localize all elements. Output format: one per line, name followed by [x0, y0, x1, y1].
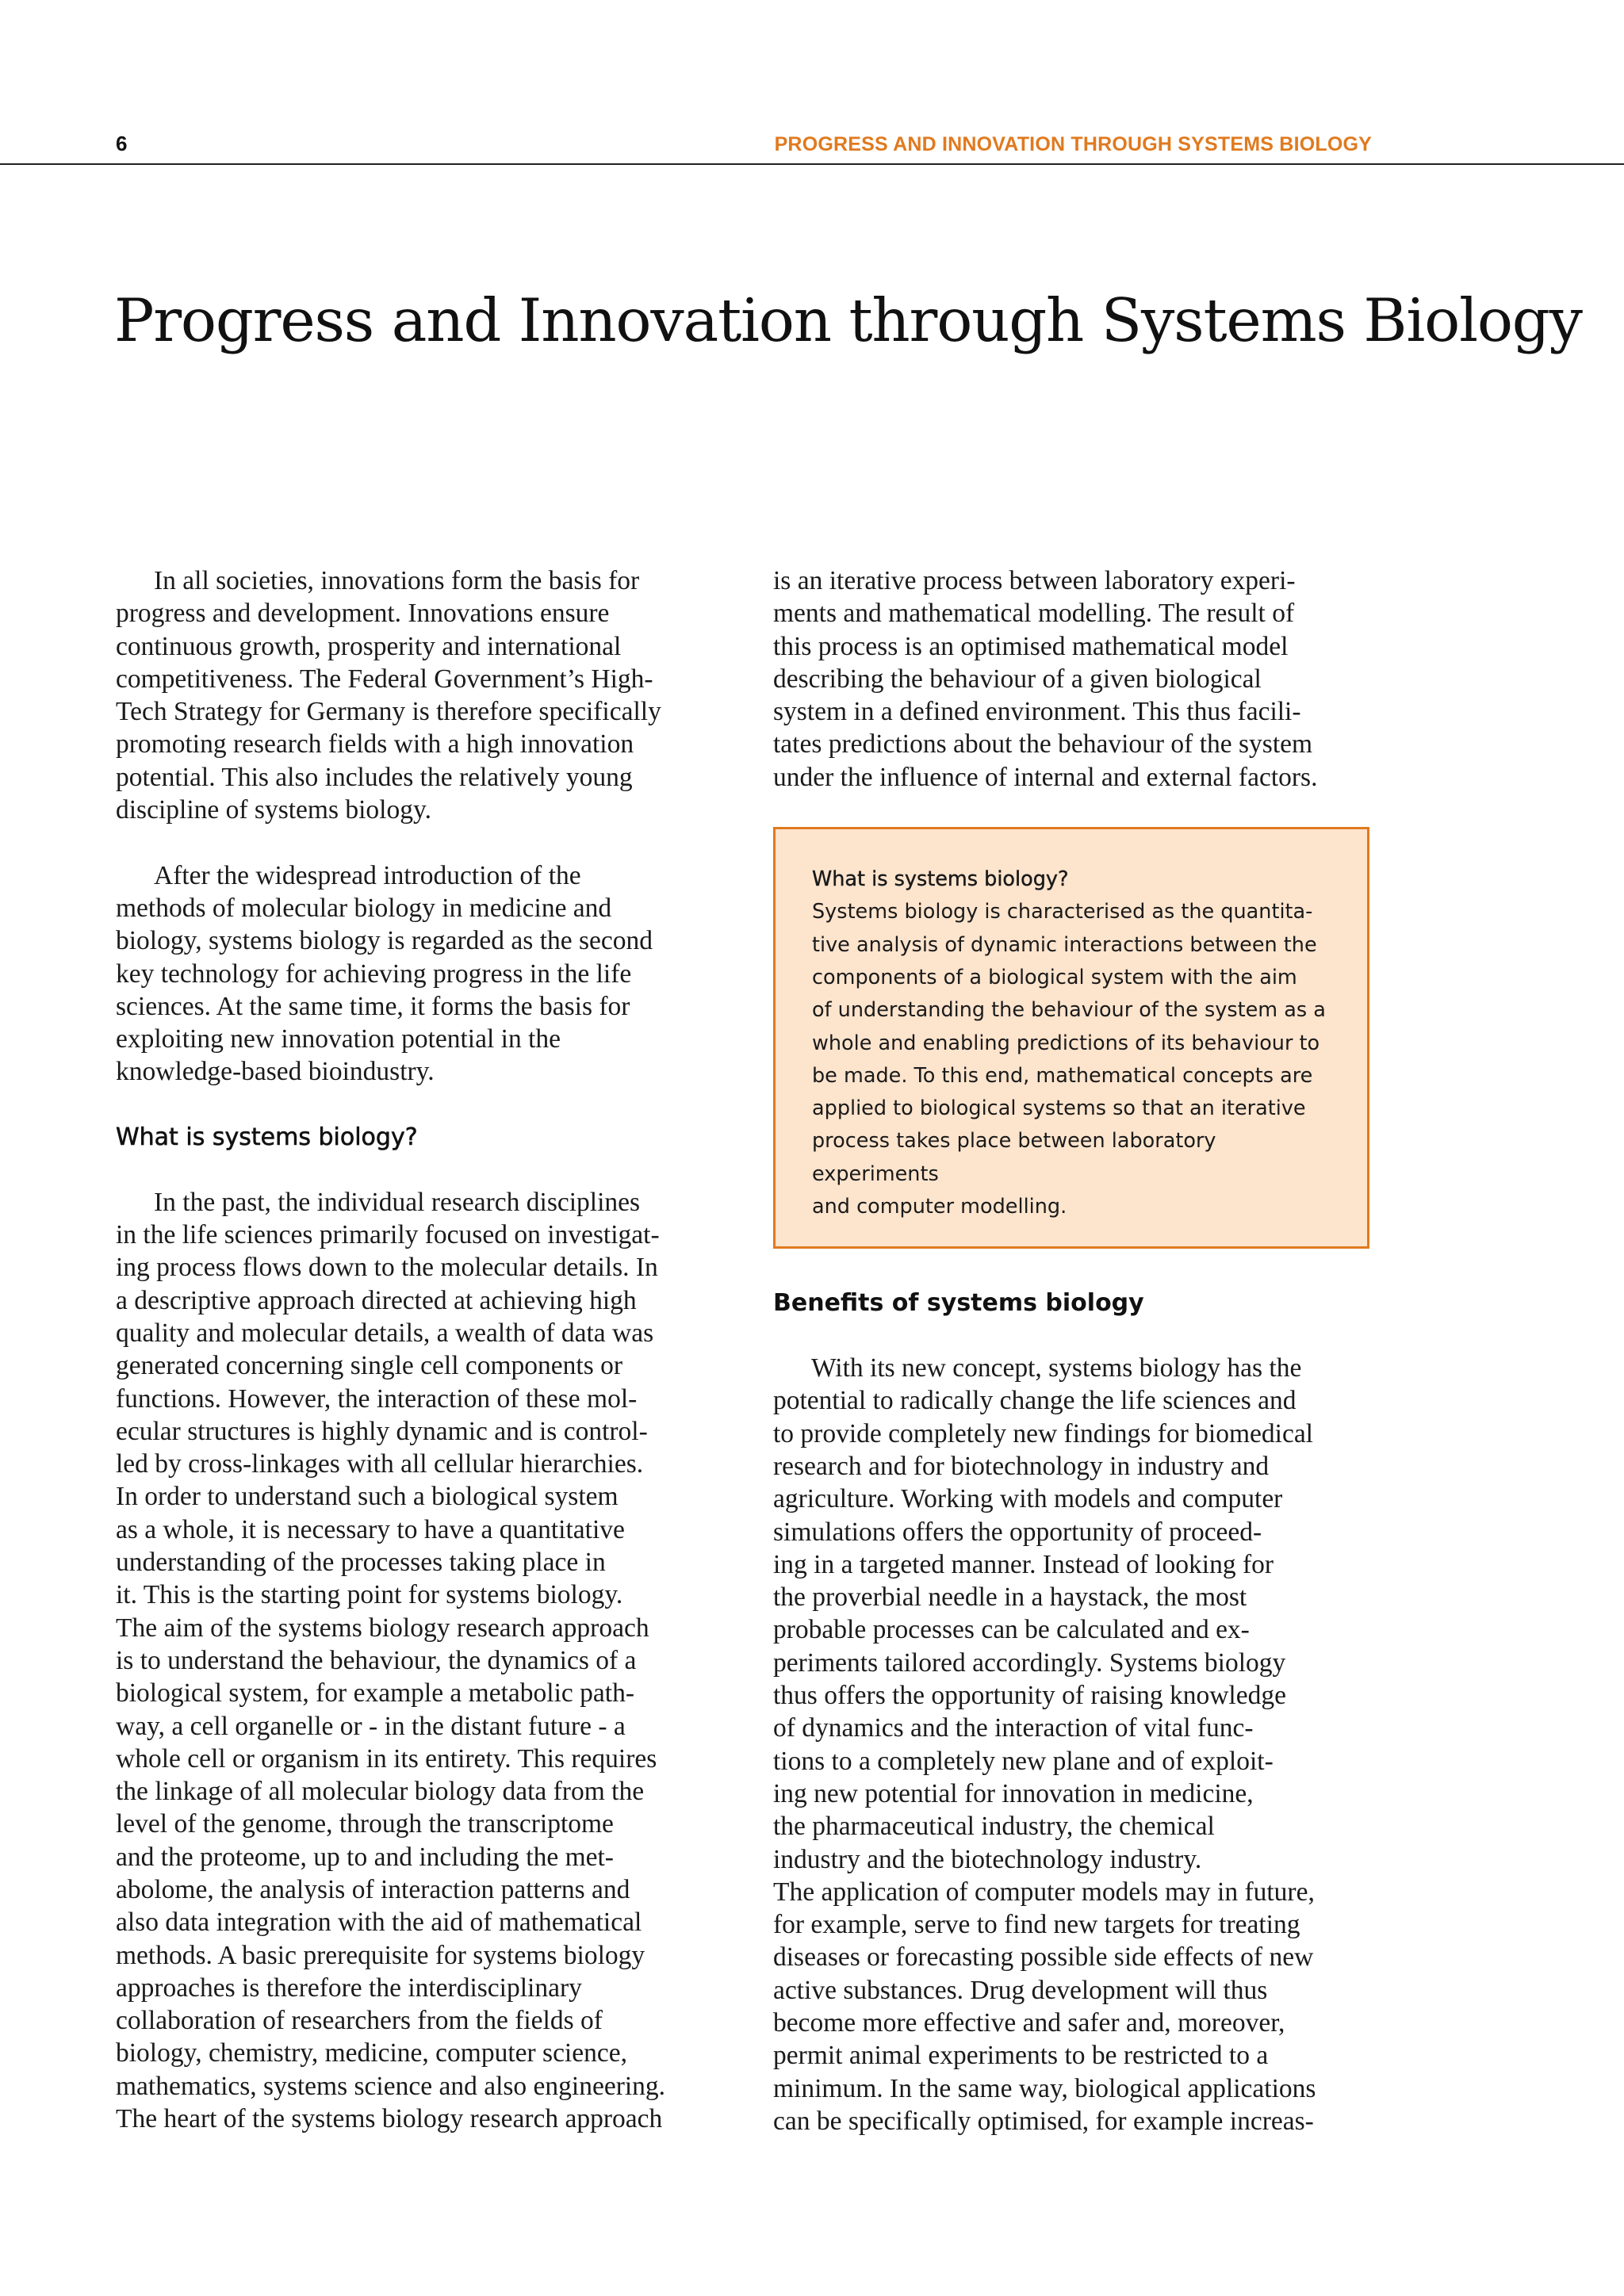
benefits-paragraph: With its new concept, systems biology has the potential to radically change the life sciences and to provide completely new findings for biomedical research and for biotechnology in industry and agriculture. Working with models and computer simulations offers the opportunity of proceed- ing in a targeted manner. Instead of looking for the proverbial needle in a haystack, the most probable processes can be calculated and ex- periments tailored accordingly. Systems biology thus offers the opportunity of raising knowledge of dynamics and the interaction of vital func- tions to a completely new plane and of exploit- ing new potential for innovation in medicine, the pharmaceutical industry, the chemical industry and the biotechnology industry. The application of computer models may in future, for example, serve to find new targets for treating diseases or forecasting possible side effects of new active substances. Drug development will thus become more effective and safer and, moreover, permit animal experiments to be restricted to a minimum. In the same way, biological applications can be specifically optimised, for example increas-: [773, 1353, 1316, 2136]
infobox-title: What is systems biology?: [812, 867, 1069, 892]
infobox-text: Systems biology is characterised as the quantita- tive analysis of dynamic interactions between the components of a biological system with the aim of understanding the behaviour of the system as a whole and enabling predictions of its behaviour to be made. To this end, mathematical concepts are applied to biological systems so that an iterative process takes place between laboratory experiments and computer modelling.: [812, 900, 1326, 1219]
header-rule: [0, 163, 1624, 165]
section-heading-benefits: Benefits of systems biology: [773, 1289, 1144, 1318]
page-number: 6: [116, 132, 128, 155]
left-column: [116, 564, 718, 2135]
right-column: [773, 564, 1376, 2137]
running-head: PROGRESS AND INNOVATION THROUGH SYSTEMS BIOLOGY: [774, 133, 1372, 155]
section-heading-what-is: What is systems biology?: [116, 1123, 418, 1151]
intro-paragraph: In all societies, innovations form the basis for progress and development. Innovations ensure continuous growth, prosperity and international competitiveness. The Federal Government’s High- Tech Strategy for Germany is therefore specifically promoting research fields with a high innovation potential. This also includes the relatively young discipline of systems biology.: [116, 566, 661, 825]
past-research-paragraph: In the past, the individual research disciplines in the life sciences primarily focused on investigat- ing process flows down to the molecular details. In a descriptive approach directed at achieving high quality and molecular details, a wealth of data was generated concerning single cell components or functions. However, the interaction of these mol- ecular structures is highly dynamic and is control- led by cross-linkages with all cellular hierarchies. In order to understand such a biological system as a whole, it is necessary to have a quantitative understanding of the processes taking place in it. This is the starting point for systems biology. The aim of the systems biology research approach is to understand the behaviour, the dynamics of a biological system, for example a metabolic path- way, a cell organelle or - in the distant future - a whole cell or organism in its entirety. This requires the linkage of all molecular biology data from the level of the genome, through the transcriptome and the proteome, up to and including the met- abolome, the analysis of interaction patterns and also data integration with the aid of mathematical methods. A basic prerequisite for systems biology approaches is therefore the interdisciplinary collaboration of researchers from the fields of biology, chemistry, medicine, computer science, mathematics, systems science and also engineering. The heart of the systems biology research approach: [116, 1187, 666, 2134]
iterative-process-paragraph: is an iterative process between laboratory experi- ments and mathematical modelling. The result of this process is an optimised mathematical model describing the behaviour of a given biological system in a defined environment. This thus facili- tates predictions about the behaviour of the system under the influence of internal and external factors.: [773, 566, 1318, 792]
key-technology-paragraph: After the widespread introduction of the methods of molecular biology in medicine and biology, systems biology is regarded as the second key technology for achieving progress in the life sciences. At the same time, it forms the basis for exploiting new innovation potential in the knowledge-based bioindustry.: [116, 860, 653, 1087]
definition-infobox: [773, 827, 1369, 1249]
page-title: Progress and Innovation through Systems Biology: [114, 285, 1582, 355]
